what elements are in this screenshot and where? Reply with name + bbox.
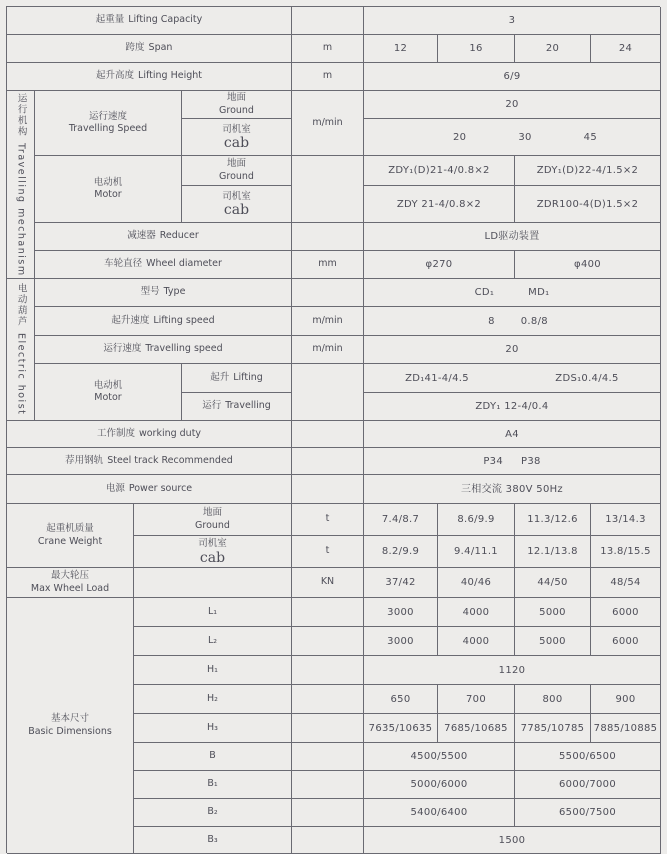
wheel-diameter-unit: mm xyxy=(292,251,364,279)
hoist-motor-travelling-sublabel: 运行 Travelling xyxy=(182,393,292,421)
dim-B2-unit-cell xyxy=(292,799,364,827)
section-electric-hoist xyxy=(7,279,35,421)
section-electric-hoist-vertical-label: 电动葫芦 Electric hoist xyxy=(15,283,27,416)
crane-weight-ground-value-4: 13/14.3 xyxy=(591,504,661,536)
dim-B3-value: 1500 xyxy=(364,827,661,854)
span-unit: m xyxy=(292,35,364,63)
dim-B1-value-1: 5000/6000 xyxy=(364,771,515,799)
travel-motor-label: 电动机 Motor xyxy=(35,156,182,223)
travel-speed-unit: m/min xyxy=(292,91,364,156)
max-wheel-load-label: 最大轮压 Max Wheel Load xyxy=(7,568,134,598)
crane-weight-cab-sublabel: 司机室 cab xyxy=(134,536,292,568)
travel-motor-ground-value-2: ZDY₁(D)22-4/1.5×2 xyxy=(515,156,661,186)
dim-B-value-2: 5500/6500 xyxy=(515,743,661,771)
dim-L1-value-2: 4000 xyxy=(438,598,515,627)
span-label: 跨度 Span xyxy=(7,35,292,63)
dim-H1-symbol: H₁ xyxy=(134,656,292,685)
power-source-unit-cell xyxy=(292,475,364,504)
travel-motor-ground-value-1: ZDY₁(D)21-4/0.8×2 xyxy=(364,156,515,186)
dim-H2-value-2: 700 xyxy=(438,685,515,714)
dim-H3-symbol: H₃ xyxy=(134,714,292,743)
hoist-motor-travelling-value: ZDY₁ 12-4/0.4 xyxy=(364,393,661,421)
travel-motor-cab-sublabel: 司机室 cab xyxy=(182,186,292,223)
dim-B2-value-1: 5400/6400 xyxy=(364,799,515,827)
capacity-label-en: Lifting Capacity xyxy=(128,14,203,26)
power-source-label: 电源 Power source xyxy=(7,475,292,504)
capacity-unit-cell xyxy=(292,7,364,35)
hoist-type-label: 型号 Type xyxy=(35,279,292,307)
reducer-label: 减速器 Reducer xyxy=(35,223,292,251)
lifting-height-value: 6/9 xyxy=(364,63,661,91)
lifting-height-unit: m xyxy=(292,63,364,91)
basic-dimensions-label: 基本尺寸 Basic Dimensions xyxy=(7,598,134,854)
working-duty-label: 工作制度 working duty xyxy=(7,421,292,448)
hoist-motor-label: 电动机 Motor xyxy=(35,364,182,421)
dim-L2-value-2: 4000 xyxy=(438,627,515,656)
crane-weight-ground-value-2: 8.6/9.9 xyxy=(438,504,515,536)
wheel-diameter-label: 车轮直径 Wheel diameter xyxy=(35,251,292,279)
dim-L2-unit-cell xyxy=(292,627,364,656)
dim-H3-value-4: 7885/10885 xyxy=(591,714,661,743)
dim-B1-unit-cell xyxy=(292,771,364,799)
hoist-type-values: CD₁ MD₁ xyxy=(364,279,661,307)
dim-B3-symbol: B₃ xyxy=(134,827,292,854)
dim-L1-value-4: 6000 xyxy=(591,598,661,627)
travel-speed-ground-value: 20 xyxy=(364,91,661,119)
hoist-travel-speed-unit: m/min xyxy=(292,336,364,364)
span-value-3: 20 xyxy=(515,35,591,63)
span-value-4: 24 xyxy=(591,35,661,63)
steel-track-label: 荐用钢轨 Steel track Recommended xyxy=(7,448,292,475)
dim-L2-value-3: 5000 xyxy=(515,627,591,656)
capacity-value: 3 xyxy=(364,7,661,35)
section-travelling-mechanism xyxy=(7,91,35,279)
crane-weight-ground-sublabel: 地面 Ground xyxy=(134,504,292,536)
dim-L1-symbol: L₁ xyxy=(134,598,292,627)
section-travelling-mechanism-vertical-label: 运行机构 Travelling mechanism xyxy=(15,92,27,277)
max-wheel-load-sub-cell xyxy=(134,568,292,598)
working-duty-value: A4 xyxy=(364,421,661,448)
span-value-1: 12 xyxy=(364,35,438,63)
travel-speed-label: 运行速度 Travelling Speed xyxy=(35,91,182,156)
dim-L1-unit-cell xyxy=(292,598,364,627)
dim-H2-symbol: H₂ xyxy=(134,685,292,714)
crane-weight-cab-value-1: 8.2/9.9 xyxy=(364,536,438,568)
crane-weight-cab-value-3: 12.1/13.8 xyxy=(515,536,591,568)
steel-track-unit-cell xyxy=(292,448,364,475)
dim-H2-value-4: 900 xyxy=(591,685,661,714)
dim-B-value-1: 4500/5500 xyxy=(364,743,515,771)
travel-speed-ground-sublabel: 地面 Ground xyxy=(182,91,292,119)
hoist-travel-speed-label: 运行速度 Travelling speed xyxy=(35,336,292,364)
dim-H3-value-1: 7635/10635 xyxy=(364,714,438,743)
dim-B2-symbol: B₂ xyxy=(134,799,292,827)
hoist-type-unit-cell xyxy=(292,279,364,307)
dim-H2-value-1: 650 xyxy=(364,685,438,714)
dim-B-symbol: B xyxy=(134,743,292,771)
travel-speed-cab-values: 20 30 45 xyxy=(364,119,661,156)
power-source-value: 三相交流 380V 50Hz xyxy=(364,475,661,504)
dim-H2-unit-cell xyxy=(292,685,364,714)
travel-motor-ground-sublabel: 地面 Ground xyxy=(182,156,292,186)
dim-H3-unit-cell xyxy=(292,714,364,743)
dim-H2-value-3: 800 xyxy=(515,685,591,714)
capacity-label xyxy=(7,7,292,35)
dim-L1-value-3: 5000 xyxy=(515,598,591,627)
crane-weight-cab-value-2: 9.4/11.1 xyxy=(438,536,515,568)
dim-L2-value-4: 6000 xyxy=(591,627,661,656)
max-wheel-load-unit: KN xyxy=(292,568,364,598)
hoist-motor-lifting-values: ZD₁41-4/4.5 ZDS₁0.4/4.5 xyxy=(364,364,661,393)
travel-motor-unit-cell xyxy=(292,156,364,223)
dim-L2-symbol: L₂ xyxy=(134,627,292,656)
reducer-value: LD驱动装置 xyxy=(364,223,661,251)
crane-weight-ground-unit: t xyxy=(292,504,364,536)
dim-H1-value: 1120 xyxy=(364,656,661,685)
dim-B2-value-2: 6500/7500 xyxy=(515,799,661,827)
dim-B1-value-2: 6000/7000 xyxy=(515,771,661,799)
hoist-lifting-speed-unit: m/min xyxy=(292,307,364,336)
dim-H3-value-2: 7685/10685 xyxy=(438,714,515,743)
max-wheel-load-value-4: 48/54 xyxy=(591,568,661,598)
dim-H3-value-3: 7785/10785 xyxy=(515,714,591,743)
working-duty-unit-cell xyxy=(292,421,364,448)
max-wheel-load-value-2: 40/46 xyxy=(438,568,515,598)
max-wheel-load-value-1: 37/42 xyxy=(364,568,438,598)
dim-L1-value-1: 3000 xyxy=(364,598,438,627)
travel-speed-cab-sublabel: 司机室 cab xyxy=(182,119,292,156)
travel-motor-cab-value-1: ZDY 21-4/0.8×2 xyxy=(364,186,515,223)
wheel-diameter-value-2: φ400 xyxy=(515,251,661,279)
hoist-lifting-speed-values: 8 0.8/8 xyxy=(364,307,661,336)
reducer-unit-cell xyxy=(292,223,364,251)
dim-H1-unit-cell xyxy=(292,656,364,685)
hoist-travel-speed-value: 20 xyxy=(364,336,661,364)
dim-B3-unit-cell xyxy=(292,827,364,854)
hoist-motor-unit-cell xyxy=(292,364,364,421)
steel-track-values: P34 P38 xyxy=(364,448,661,475)
crane-weight-ground-value-1: 7.4/8.7 xyxy=(364,504,438,536)
crane-weight-ground-value-3: 11.3/12.6 xyxy=(515,504,591,536)
hoist-lifting-speed-label: 起升速度 Lifting speed xyxy=(35,307,292,336)
dim-B-unit-cell xyxy=(292,743,364,771)
dim-L2-value-1: 3000 xyxy=(364,627,438,656)
crane-specification-table xyxy=(6,6,660,853)
crane-weight-cab-unit: t xyxy=(292,536,364,568)
dim-B1-symbol: B₁ xyxy=(134,771,292,799)
hoist-motor-lifting-sublabel: 起升 Lifting xyxy=(182,364,292,393)
wheel-diameter-value-1: φ270 xyxy=(364,251,515,279)
crane-weight-label: 起重机质量 Crane Weight xyxy=(7,504,134,568)
travel-motor-cab-value-2: ZDR100-4(D)1.5×2 xyxy=(515,186,661,223)
max-wheel-load-value-3: 44/50 xyxy=(515,568,591,598)
capacity-label-zh: 起重量 xyxy=(95,14,125,26)
span-value-2: 16 xyxy=(438,35,515,63)
lifting-height-label: 起升高度 Lifting Height xyxy=(7,63,292,91)
crane-weight-cab-value-4: 13.8/15.5 xyxy=(591,536,661,568)
